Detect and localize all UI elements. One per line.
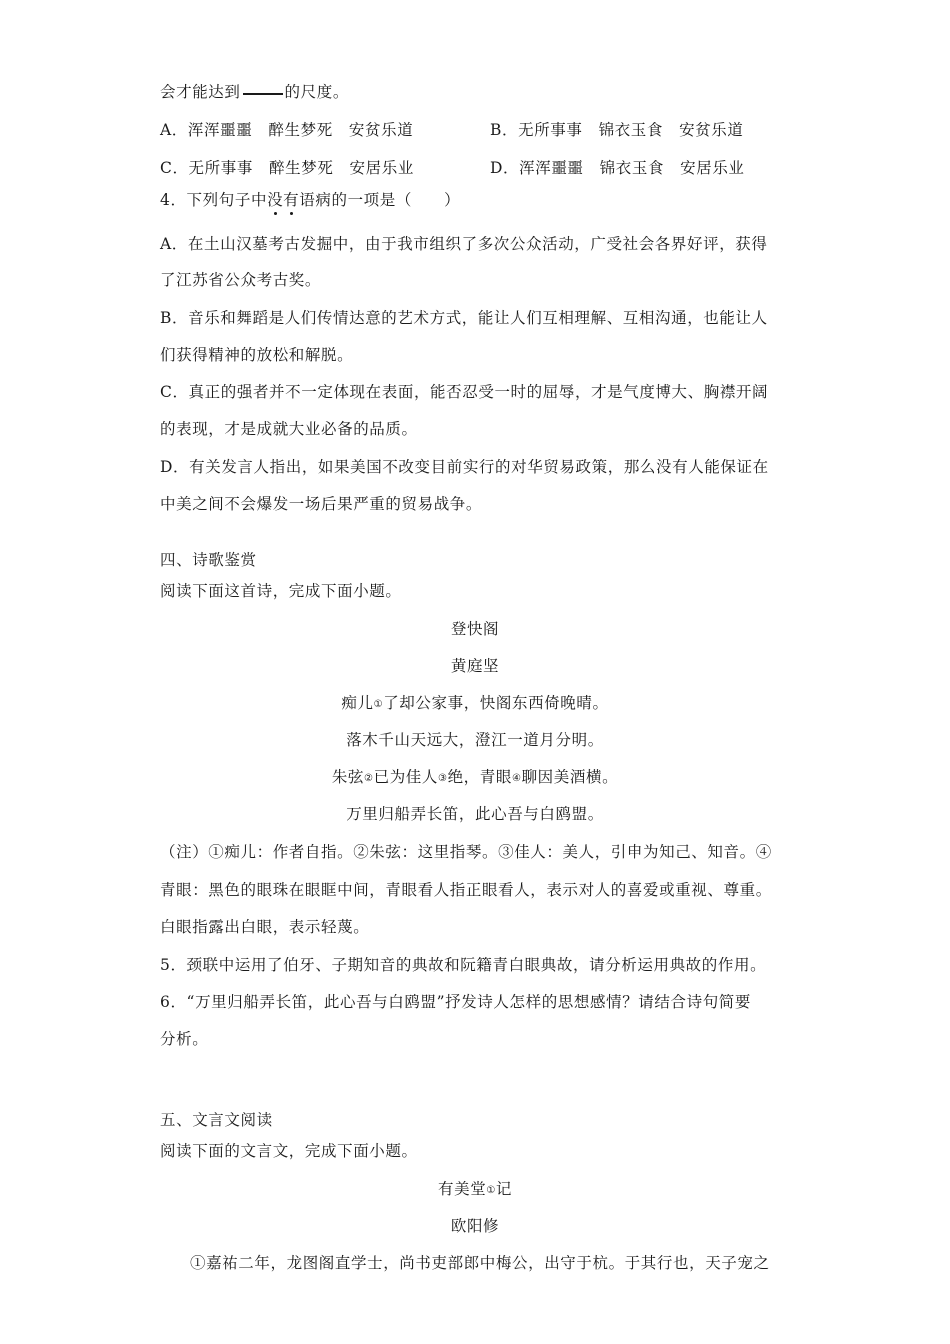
poem-line-1: 痴儿①了却公家事，快阁东西倚晚晴。 — [341, 694, 609, 712]
poem-note-line1: （注）①痴儿：作者自指。②朱弦：这里指琴。③佳人：美人，引申为知己、知音。④ — [160, 843, 772, 861]
footnote-marker: ③ — [438, 773, 448, 784]
q4-option-b-line2: 们获得精神的放松和解脱。 — [160, 346, 354, 364]
section-5-intro: 阅读下面的文言文，完成下面小题。 — [160, 1142, 418, 1160]
poem-line-4: 万里归船弄长笛，此心吾与白鸥盟。 — [346, 805, 604, 823]
q3-option-b: B．无所事事 锦衣玉食 安贫乐道 — [490, 121, 744, 139]
q3-option-a: A．浑浑噩噩 醉生梦死 安贫乐道 — [160, 121, 414, 139]
q3-stem — [160, 80, 349, 102]
poem-title: 登快阁 — [450, 620, 500, 638]
q3-option-c: C．无所事事 醉生梦死 安居乐业 — [160, 159, 414, 177]
emphasis-dot-char: 有 — [283, 191, 300, 209]
poem-note-line2: 青眼：黑色的眼珠在眼眶中间，青眼看人指正眼看人，表示对人的喜爱或重视、尊重。 — [160, 881, 772, 899]
footnote-marker: ② — [364, 773, 374, 784]
fill-blank — [243, 92, 283, 95]
poem-line-3: 朱弦②已为佳人③绝，青眼④聊因美酒横。 — [331, 768, 619, 786]
q4-option-c-line2: 的表现，才是成就大业必备的品质。 — [160, 420, 418, 438]
q4-option-b-line1: B．音乐和舞蹈是人们传情达意的艺术方式，能让人们互相理解、互相沟通，也能让人 — [160, 309, 768, 327]
q4-stem-text-end: 语病的一项是（ ） — [299, 191, 461, 209]
q4-option-c-line1: C．真正的强者并不一定体现在表面，能否忍受一时的屈辱，才是气度博大、胸襟开阔 — [160, 383, 769, 401]
q3-option-d: D．浑浑噩噩 锦衣玉食 安居乐业 — [490, 159, 745, 177]
essay-author: 欧阳修 — [450, 1217, 500, 1235]
q3-stem-text: 会才能达到 — [160, 83, 241, 101]
footnote-marker: ① — [486, 1185, 496, 1196]
poem-author: 黄庭坚 — [450, 657, 500, 675]
section-4-intro: 阅读下面这首诗，完成下面小题。 — [160, 582, 402, 600]
essay-title: 有美堂①记 — [438, 1180, 512, 1198]
poem-note-line3: 白眼指露出白眼，表示轻蔑。 — [160, 918, 370, 936]
emphasis-dot-char: 没 — [267, 191, 284, 209]
q3-stem-text-end: 的尺度。 — [284, 83, 349, 101]
essay-paragraph-1: ①嘉祐二年，龙图阁直学士，尚书吏部郎中梅公，出守于杭。于其行也，天子宠之 — [190, 1254, 770, 1272]
q4-stem — [160, 188, 460, 210]
q5-stem: 5．颈联中运用了伯牙、子期知音的典故和阮籍青白眼典故，请分析运用典故的作用。 — [160, 956, 767, 974]
q4-option-a-line2: 了江苏省公众考古奖。 — [160, 271, 322, 289]
q4-option-d-line2: 中美之间不会爆发一场后果严重的贸易战争。 — [160, 495, 483, 513]
footnote-marker: ① — [373, 699, 384, 710]
poem-line-2: 落木千山天远大，澄江一道月分明。 — [346, 731, 604, 749]
section-5-heading: 五、文言文阅读 — [160, 1111, 273, 1129]
q4-option-a-line1: A．在土山汉墓考古发掘中，由于我市组织了多次公众活动，广受社会各界好评，获得 — [160, 235, 768, 253]
footnote-marker: ④ — [511, 773, 522, 784]
q6-stem-line1: 6．“万里归船弄长笛，此心吾与白鸥盟”抒发诗人怎样的思想感情？请结合诗句简要 — [160, 993, 752, 1011]
q4-option-d-line1: D．有关发言人指出，如果美国不改变目前实行的对华贸易政策，那么没有人能保证在 — [160, 458, 769, 476]
q4-stem-text: 4．下列句子中 — [160, 191, 268, 209]
q6-stem-line2: 分析。 — [160, 1030, 209, 1048]
section-4-heading: 四、诗歌鉴赏 — [160, 551, 257, 569]
